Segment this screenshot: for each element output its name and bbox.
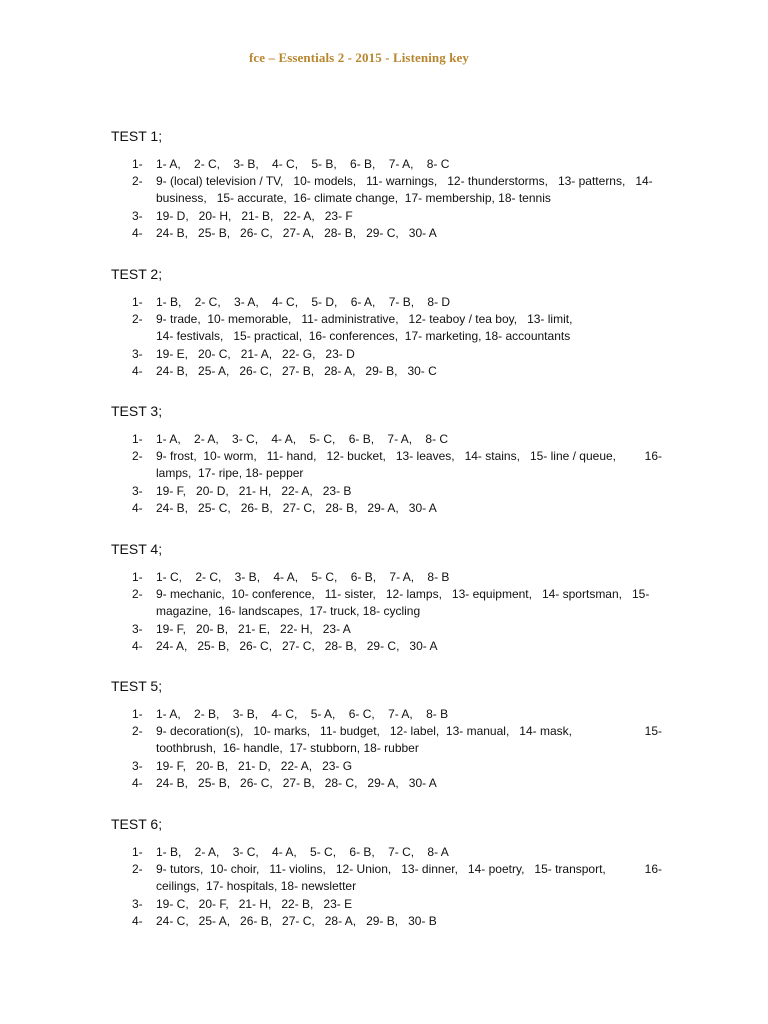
answer-item bbox=[132, 431, 662, 448]
answer-text: toothbrush, 16- handle, 17- stubborn, 18- rubber bbox=[156, 741, 419, 755]
answer-text: 19- C, 20- F, 21- H, 22- B, 23- E bbox=[156, 897, 353, 911]
answer-line bbox=[156, 465, 662, 482]
answer-line bbox=[156, 603, 662, 620]
answer-text: 14- festivals, 15- practical, 16- conferences, 17- marketing, 18- accountants bbox=[156, 329, 571, 343]
answer-line bbox=[156, 896, 662, 913]
part-number: 1- bbox=[132, 707, 143, 721]
answer-text: 24- B, 25- A, 26- C, 27- B, 28- A, 29- B, 30- C bbox=[156, 364, 437, 378]
answer-text: 1- B, 2- C, 3- A, 4- C, 5- D, 6- A, 7- B, 8- D bbox=[156, 295, 451, 309]
answer-item bbox=[132, 758, 662, 775]
answer-item bbox=[132, 448, 662, 482]
answer-item bbox=[132, 896, 662, 913]
answer-line bbox=[156, 586, 662, 603]
answer-item bbox=[132, 775, 662, 792]
answer-item bbox=[132, 208, 662, 225]
answer-line bbox=[156, 208, 662, 225]
answer-item bbox=[132, 225, 662, 242]
part-number: 3- bbox=[132, 347, 143, 361]
part-number: 4- bbox=[132, 501, 143, 515]
answer-item bbox=[132, 586, 662, 620]
answer-text: 9- tutors, 10- choir, 11- violins, 12- Union, 13- dinner, 14- poetry, 15- transport, bbox=[156, 862, 606, 876]
answer-line bbox=[156, 483, 662, 500]
part-number: 3- bbox=[132, 897, 143, 911]
answer-line bbox=[156, 190, 662, 207]
answer-text: 1- C, 2- C, 3- B, 4- A, 5- C, 6- B, 7- A, 8- B bbox=[156, 570, 450, 584]
answer-line bbox=[156, 346, 662, 363]
answer-text: 1- A, 2- C, 3- B, 4- C, 5- B, 6- B, 7- A, 8- C bbox=[156, 157, 450, 171]
answer-text: magazine, 16- landscapes, 17- truck, 18- cycling bbox=[156, 604, 421, 618]
answer-item bbox=[132, 156, 662, 173]
answer-text: 9- mechanic, 10- conference, 11- sister, 12- lamps, 13- equipment, 14- sportsman, 15- bbox=[156, 587, 650, 601]
document-title: fce – Essentials 2 - 2015 - Listening key bbox=[248, 50, 470, 65]
answer-line bbox=[156, 311, 662, 328]
answer-text: 24- C, 25- A, 26- B, 27- C, 28- A, 29- B, 30- B bbox=[156, 914, 437, 928]
answer-line bbox=[156, 723, 662, 740]
answer-item bbox=[132, 346, 662, 363]
answer-line bbox=[156, 294, 662, 311]
answer-line bbox=[156, 913, 662, 930]
part-number: 1- bbox=[132, 845, 143, 859]
answer-text: 9- decoration(s), 10- marks, 11- budget, 12- label, 13- manual, 14- mask, bbox=[156, 724, 572, 738]
test-heading: TEST 2; bbox=[111, 266, 163, 282]
part-number: 4- bbox=[132, 226, 143, 240]
answer-line bbox=[156, 740, 662, 757]
answer-item bbox=[132, 861, 662, 895]
answer-item bbox=[132, 569, 662, 586]
answer-line bbox=[156, 500, 662, 517]
answer-line bbox=[156, 363, 662, 380]
answer-text: 19- F, 20- D, 21- H, 22- A, 23- B bbox=[156, 484, 352, 498]
answer-item bbox=[132, 311, 662, 345]
answer-text: 1- A, 2- B, 3- B, 4- C, 5- A, 6- C, 7- A, 8- B bbox=[156, 707, 449, 721]
answer-line bbox=[156, 328, 662, 345]
part-number: 3- bbox=[132, 209, 143, 223]
answer-item bbox=[132, 500, 662, 517]
part-number: 4- bbox=[132, 639, 143, 653]
part-number: 2- bbox=[132, 862, 143, 876]
answer-text: 19- D, 20- H, 21- B, 22- A, 23- F bbox=[156, 209, 353, 223]
part-number: 2- bbox=[132, 174, 143, 188]
answer-text: 9- trade, 10- memorable, 11- administrative, 12- teaboy / tea boy, 13- limit, bbox=[156, 312, 573, 326]
answer-text: 24- B, 25- C, 26- B, 27- C, 28- B, 29- A, 30- A bbox=[156, 501, 437, 515]
answer-text: lamps, 17- ripe, 18- pepper bbox=[156, 466, 304, 480]
part-number: 2- bbox=[132, 449, 143, 463]
answer-text: 24- B, 25- B, 26- C, 27- A, 28- B, 29- C, 30- A bbox=[156, 226, 437, 240]
test-heading: TEST 5; bbox=[111, 678, 163, 694]
answer-line bbox=[156, 225, 662, 242]
answer-line bbox=[156, 621, 662, 638]
answer-line bbox=[156, 448, 662, 465]
part-number: 4- bbox=[132, 914, 143, 928]
part-number: 2- bbox=[132, 312, 143, 326]
answer-line bbox=[156, 844, 662, 861]
answer-text: 1- B, 2- A, 3- C, 4- A, 5- C, 6- B, 7- C, 8- A bbox=[156, 845, 449, 859]
answer-text: ceilings, 17- hospitals, 18- newsletter bbox=[156, 879, 357, 893]
answer-text: 19- E, 20- C, 21- A, 22- G, 23- D bbox=[156, 347, 355, 361]
answer-text: 9- (local) television / TV, 10- models, 11- warnings, 12- thunderstorms, 13- patterns, 14- bbox=[156, 174, 653, 188]
answer-continuation-number: 16- bbox=[644, 449, 662, 463]
part-number: 1- bbox=[132, 157, 143, 171]
part-number: 1- bbox=[132, 295, 143, 309]
answer-item bbox=[132, 913, 662, 930]
part-number: 3- bbox=[132, 484, 143, 498]
answer-line bbox=[156, 569, 662, 586]
answer-text: 24- B, 25- B, 26- C, 27- B, 28- C, 29- A, 30- A bbox=[156, 776, 437, 790]
answer-item bbox=[132, 706, 662, 723]
answer-text: 9- frost, 10- worm, 11- hand, 12- bucket, 13- leaves, 14- stains, 15- line / queue, bbox=[156, 449, 617, 463]
answer-continuation-number: 15- bbox=[644, 724, 662, 738]
answer-text: 19- F, 20- B, 21- D, 22- A, 23- G bbox=[156, 759, 353, 773]
answer-text: business, 15- accurate, 16- climate change, 17- membership, 18- tennis bbox=[156, 191, 551, 205]
answer-line bbox=[156, 775, 662, 792]
test-heading: TEST 6; bbox=[111, 816, 163, 832]
part-number: 4- bbox=[132, 776, 143, 790]
answer-item bbox=[132, 638, 662, 655]
answer-item bbox=[132, 621, 662, 638]
answer-item bbox=[132, 363, 662, 380]
answer-item bbox=[132, 844, 662, 861]
answer-line bbox=[156, 706, 662, 723]
part-number: 2- bbox=[132, 724, 143, 738]
test-heading: TEST 3; bbox=[111, 403, 163, 419]
answer-line bbox=[156, 861, 662, 878]
answer-item bbox=[132, 723, 662, 757]
answer-text: 24- A, 25- B, 26- C, 27- C, 28- B, 29- C, 30- A bbox=[156, 639, 438, 653]
part-number: 3- bbox=[132, 622, 143, 636]
answer-continuation-number: 16- bbox=[644, 862, 662, 876]
answer-text: 19- F, 20- B, 21- E, 22- H, 23- A bbox=[156, 622, 351, 636]
part-number: 4- bbox=[132, 364, 143, 378]
part-number: 3- bbox=[132, 759, 143, 773]
answer-line bbox=[156, 638, 662, 655]
answer-line bbox=[156, 173, 662, 190]
test-heading: TEST 1; bbox=[111, 128, 163, 144]
answer-text: 1- A, 2- A, 3- C, 4- A, 5- C, 6- B, 7- A, 8- C bbox=[156, 432, 449, 446]
answer-item bbox=[132, 173, 662, 207]
part-number: 1- bbox=[132, 570, 143, 584]
answer-line bbox=[156, 878, 662, 895]
answer-line bbox=[156, 156, 662, 173]
part-number: 1- bbox=[132, 432, 143, 446]
part-number: 2- bbox=[132, 587, 143, 601]
answer-line bbox=[156, 758, 662, 775]
answer-item bbox=[132, 483, 662, 500]
answer-line bbox=[156, 431, 662, 448]
answer-item bbox=[132, 294, 662, 311]
test-heading: TEST 4; bbox=[111, 541, 163, 557]
